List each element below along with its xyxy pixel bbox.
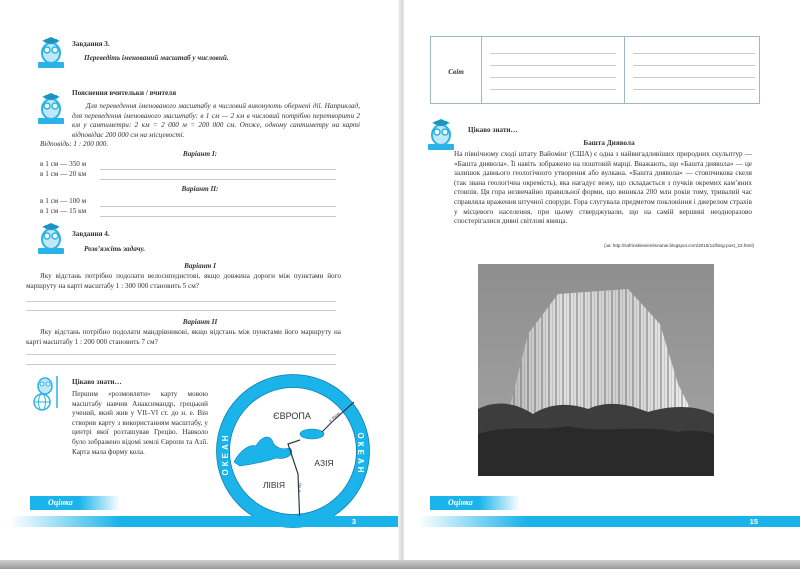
- map-label-asia: АЗІЯ: [314, 458, 334, 468]
- teacher-note-title: Пояснення вчительки / вчителя: [72, 89, 177, 97]
- right-page: [404, 0, 800, 560]
- map-label-river-phasis: р. Фазис: [328, 410, 342, 423]
- page-number: 15: [749, 517, 758, 526]
- fact-title: Цікаво знати…: [468, 126, 518, 134]
- answer-line[interactable]: [26, 364, 336, 365]
- task3-variant2-item: в 1 см — 100 м: [40, 197, 87, 205]
- task3-answer: Відповідь: 1 : 200 000.: [40, 140, 109, 148]
- task3-variant2-title: Варіант II:: [181, 185, 219, 193]
- page-number: 3: [351, 517, 356, 526]
- task4-title: Завдання 4.: [72, 230, 110, 238]
- map-label-river-nile: р. Ніл: [297, 482, 303, 493]
- devils-tower-photo: [478, 264, 714, 476]
- grade-box[interactable]: [30, 496, 120, 510]
- owl-reading-icon: [426, 118, 456, 152]
- world-table: [430, 36, 760, 104]
- task3-variant1-item: в 1 см — 350 м: [40, 160, 87, 168]
- owl-teacher-icon: [36, 92, 66, 126]
- book-bottom-edge: [0, 560, 800, 569]
- grade-label: Оцінка: [448, 498, 473, 507]
- task3-variant1-item: в 1 см — 20 км: [40, 170, 87, 178]
- world-table-answer-cell[interactable]: [482, 37, 625, 104]
- fact-title: Цікаво знати…: [72, 378, 122, 386]
- fact-body: [34, 390, 208, 457]
- grade-box[interactable]: [430, 496, 520, 510]
- answer-line[interactable]: [26, 310, 336, 311]
- answer-line[interactable]: [26, 301, 336, 302]
- answer-line[interactable]: [100, 206, 336, 207]
- owl-reading-icon: [36, 36, 66, 70]
- task4-variant2-text: Яку відстань потрібно подолати мандрівникові, якщо відстань між пунктами його маршруту на карті масштабу 1 : 200 000 становить 7 см?: [26, 328, 341, 346]
- grade-label: Оцінка: [48, 498, 73, 507]
- map-label-europe: ЄВРОПА: [273, 411, 311, 421]
- task4-variant1-text: Яку відстань потрібно подолати велосипедистові, якщо довжина дороги між пунктами його маршруту на карті масштабу 1 : 300 000 становить 5 см?: [26, 272, 341, 290]
- answer-line[interactable]: [100, 169, 336, 170]
- black-sea: [300, 429, 324, 439]
- answer-line[interactable]: [100, 216, 336, 217]
- answer-line[interactable]: [100, 179, 336, 180]
- fact-heading: Башта Диявола: [583, 139, 635, 147]
- world-table-label-cell: [431, 37, 482, 104]
- footer-bar: [10, 516, 400, 527]
- task4-variant1-title: Варіант I: [184, 262, 216, 270]
- task4-instruction: Розв’яжіть задачу.: [84, 245, 146, 253]
- owl-task-icon: [36, 222, 66, 256]
- answer-line[interactable]: [26, 354, 336, 355]
- map-label-libya: ЛІВІЯ: [262, 480, 286, 490]
- anaximander-map: [216, 374, 370, 528]
- fact-text: Першим «розмовляти» карту мовою масштабу навчив Анаксимандр, грецький учений, який жив у VII–VI ст. до н. е. Він створив карту з використанням масштабу, у центрі якої розташував Грецію. Навколо було зображено відомі землі Європи та Азії. Карта мала форму кола.: [72, 390, 208, 456]
- map-label-ocean-left: ОКЕАН: [221, 432, 230, 476]
- fact-citation: (за: http://sofrinskiesemitsnanie.blogspot.com/2015/12/blog-post_22.html): [604, 243, 754, 248]
- fact-text: На північному сході штату Вайомінг (США) є одна з найвигадливіших природних скульптур — «Башта диявола». Її навіть зображено на поштовій марці. Вважають, що «Башта диявола» — це залишок давнього геологічного утворення або вулкана. «Башта диявола» — стовпчикова скеля (так звана геологічна окремість), яка нагадує вежу, що складається з пучків окремих кам’яних стовпів. Ця гора незвичайно правильної форми, що виникла 200 млн років тому, тривалий час справляла враження штучної споруди. Гора слугувала предметом поклоніння і джерелом страхів у місцевого населення, при цьому стверджували, що на самій вершині неодноразово спостерігалися дивні світлові явища.: [454, 150, 752, 226]
- task3-instruction: Переведіть іменований масштаб у числовий.: [84, 54, 229, 62]
- world-table-answer-cell[interactable]: [625, 37, 760, 104]
- teacher-note-text: Для переведення іменованого масштабу в числовий виконують обернені дії. Наприклад, для переведення іменованого масштабу: в 1 см — 2 км в числовий потрібно перетворити 2 км у сантиметри: 2 км = 2 000 м = 200 000 см. Отже, одному сантиметру на карті відповідає 200 000 см на місцевості.: [72, 102, 360, 139]
- left-page: [0, 0, 400, 560]
- map-label-ocean-right: ОКЕАН: [356, 432, 365, 476]
- task4-variant2-title: Варіант II: [182, 318, 218, 326]
- footer-bar: [418, 516, 800, 527]
- task3-variant1-title: Варіант I:: [182, 150, 218, 158]
- world-table-label: Світ: [448, 68, 464, 76]
- task3-title: Завдання 3.: [72, 40, 110, 48]
- task3-variant2-item: в 1 см — 15 км: [40, 207, 87, 215]
